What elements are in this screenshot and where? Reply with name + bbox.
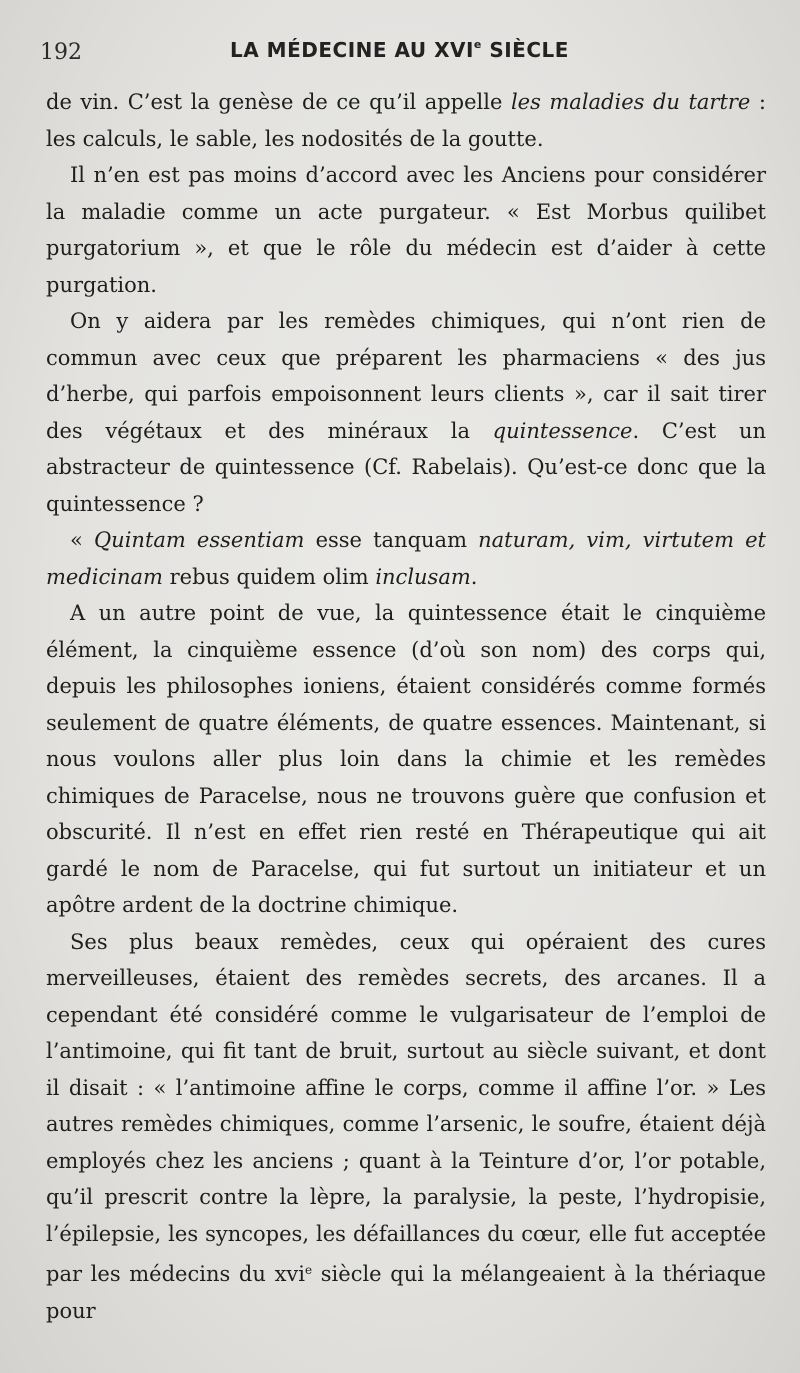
body-text: [46, 84, 766, 1329]
paragraph-5: [46, 595, 766, 924]
text-run: de vin. C’est la genèse de ce qu’il appelle: [46, 90, 511, 114]
text-run: On y aidera par les remèdes chimiques, qui n’ont rien de commun avec ceux que préparent les pharmaciens « des jus d’herbe, qui parfois empoisonnent leurs clients », car il sait tirer des végétaux et des minéraux la: [46, 309, 766, 443]
text-run: .: [470, 564, 478, 589]
text-run: A un autre point de vue, la quintessence était le cinquième élément, la cinquième essence (d’où son nom) des corps qui, depuis les philosophes ioniens, étaient considérés comme formés seulement de quatre éléments, de quatre essences. Maintenant, si nous voulons aller plus loin dans la chimie et les remèdes chimiques de Paracelse, nous ne trouvons guère que confusion et obscurité. Il n’est en effet rien resté en Thérapeutique qui ait gardé le nom de Paracelse, qui fut surtout un initiateur et un apôtre ardent de la doctrine chimique.: [46, 601, 766, 917]
paragraph-4: [46, 522, 766, 595]
italic-text: quintessence: [492, 418, 633, 443]
page-number: 192: [40, 40, 82, 65]
text-run: : les calculs, le sable, les nodosités de la goutte.: [46, 90, 766, 151]
paragraph-1: [46, 84, 766, 157]
running-head-superscript: e: [473, 38, 482, 51]
italic-text: inclusam: [375, 564, 471, 589]
italic-text: Quintam essentiam: [93, 528, 305, 552]
text-run: siècle qui la mélangeaient à la thériaque pour: [46, 1262, 766, 1323]
paragraph-2: [46, 157, 766, 303]
page-header: [0, 36, 800, 66]
paragraph-3: [46, 303, 766, 522]
text-run: Il n’en est pas moins d’accord avec les Anciens pour considérer la maladie comme un acte purgateur. « Est Morbus quilibet purgatorium », et que le rôle du médecin est d’aider à cette purgation.: [46, 163, 766, 297]
text-run: Ses plus beaux remèdes, ceux qui opéraient des cures merveilleuses, étaient des remèdes secrets, des arcanes. Il a cependant été considéré comme le vulgarisateur de l’emploi de l’antimoine, qui fit tant de bruit, surtout au siècle suivant, et dont il disait : « l’antimoine affine le corps, comme il affine l’or. » Les autres remèdes chimiques, comme l’arsenic, le soufre, étaient déjà employés chez les anciens ; quant à la Teinture d’or, l’or potable, qu’il prescrit contre la lèpre, la paralysie, la peste, l’hydropisie, l’épilepsie, les syncopes, les défaillances du cœur, elle fut acceptée par les médecins du xvi: [46, 929, 766, 1286]
text-run: esse tanquam: [304, 528, 479, 552]
running-head: [230, 38, 569, 62]
text-run: «: [70, 528, 94, 552]
italic-text: naturam, vim, virtutem et medicinam: [46, 528, 766, 589]
running-head-century-word: SIÈCLE: [481, 38, 569, 62]
text-run: . C’est un abstracteur de quintessence (Cf. Rabelais). Qu’est-ce donc que la quintessence ?: [46, 418, 766, 516]
text-run: rebus quidem olim: [162, 564, 376, 589]
superscript-text: e: [305, 1263, 313, 1277]
running-head-title: LA MÉDECINE AU XVI: [230, 38, 474, 62]
italic-text: les maladies du tartre: [510, 90, 751, 114]
paragraph-6: [46, 924, 766, 1330]
